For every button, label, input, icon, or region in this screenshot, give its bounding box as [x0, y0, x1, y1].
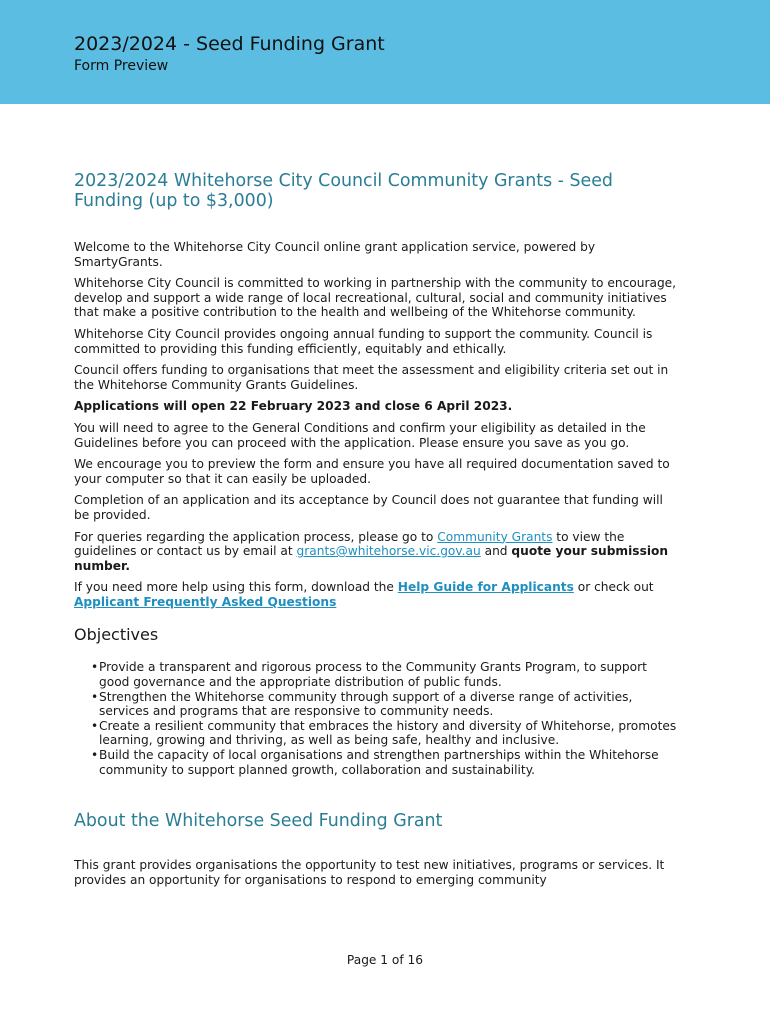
about-heading: About the Whitehorse Seed Funding Grant	[74, 811, 443, 832]
objectives-heading: Objectives	[74, 625, 159, 645]
help-middle: or check out	[573, 580, 654, 595]
list-item	[91, 719, 679, 748]
criteria-paragraph: Council offers funding to organisations that meet the assessment and eligibility criteria set out in the Whitehorse Community Grants Guidelines.	[74, 363, 669, 392]
list-item	[91, 690, 679, 719]
preview-paragraph: We encourage you to preview the form and ensure you have all required documentation saved to your computer so that it can easily be uploaded.	[74, 457, 670, 486]
help-paragraph	[74, 580, 679, 609]
form-title: 2023/2024 - Seed Funding Grant	[74, 33, 385, 55]
faq-link[interactable]: Applicant Frequently Asked Questions	[74, 594, 337, 609]
page-number: Page 1 of 16	[346, 953, 424, 967]
objective-text: Strengthen the Whitehorse community through support of a diverse range of activities, services and programs that are responsive to community needs.	[99, 689, 633, 719]
funding-paragraph: Whitehorse City Council provides ongoing annual funding to support the community. Council is committed to providing this funding efficiently, equitably and ethically.	[74, 326, 653, 356]
email-link[interactable]: grants@whitehorse.vic.gov.au	[296, 544, 481, 559]
help-prefix: If you need more help using this form, download the	[74, 580, 398, 595]
objective-text: Provide a transparent and rigorous process to the Community Grants Program, to support good governance and the appropriate distribution of public funds.	[99, 660, 647, 690]
help-guide-link[interactable]: Help Guide for Applicants	[397, 580, 574, 595]
queries-paragraph	[74, 530, 679, 574]
welcome-paragraph: Welcome to the Whitehorse City Council online grant application service, powered by SmartyGrants.	[74, 240, 596, 269]
form-subtitle: Form Preview	[74, 58, 169, 74]
conditions-paragraph: You will need to agree to the General Conditions and confirm your eligibility as detailed in the Guidelines before you can proceed with the application. Please ensure you save as you go.	[74, 420, 646, 450]
bullet-icon: •	[91, 718, 99, 733]
queries-prefix: For queries regarding the application process, please go to	[74, 529, 438, 544]
quote-submission-text: quote your submission number.	[74, 544, 669, 573]
dates-paragraph: Applications will open 22 February 2023 and close 6 April 2023.	[74, 399, 513, 414]
objective-text: Create a resilient community that embraces the history and diversity of Whitehorse, promotes learning, growing and thriving, as well as being safe, healthy and inclusive.	[99, 718, 677, 748]
objective-text: Build the capacity of local organisations and strengthen partnerships within the Whitehorse community to support planned growth, collaboration and sustainability.	[99, 748, 659, 777]
queries-middle: to view the guidelines or contact us by email at	[74, 529, 625, 559]
queries-and: and	[480, 544, 512, 559]
list-item	[91, 748, 679, 777]
header-banner	[0, 0, 770, 104]
list-item	[91, 660, 679, 689]
bullet-icon: •	[91, 660, 99, 675]
guarantee-paragraph: Completion of an application and its acceptance by Council does not guarantee that funding will be provided.	[74, 493, 663, 522]
bullet-icon: •	[91, 748, 99, 763]
bullet-icon: •	[91, 689, 99, 704]
objectives-list	[74, 660, 679, 777]
community-grants-link[interactable]: Community Grants	[437, 529, 553, 544]
page-title: 2023/2024 Whitehorse City Council Community Grants - Seed Funding (up to $3,000)	[74, 171, 613, 211]
main-content	[74, 171, 679, 894]
commitment-paragraph: Whitehorse City Council is committed to working in partnership with the community to encourage, develop and support a wide range of local recreational, cultural, social and community initiatives that make a positive contribution to the health and wellbeing of the Whitehorse community.	[74, 276, 677, 320]
about-paragraph: This grant provides organisations the opportunity to test new initiatives, programs or services. It provides an opportunity for organisations to respond to emerging community	[74, 858, 665, 887]
